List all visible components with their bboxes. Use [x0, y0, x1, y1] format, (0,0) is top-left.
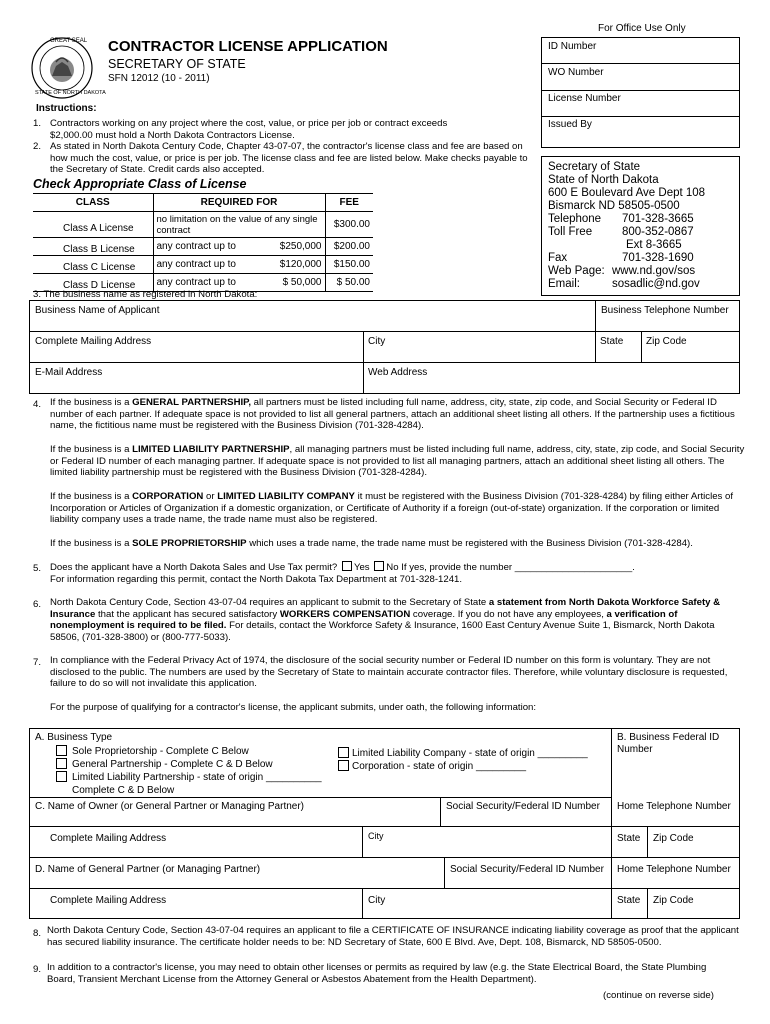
email-value[interactable]: sosadlic@nd.gov: [612, 278, 700, 290]
llc-checkbox[interactable]: [338, 747, 349, 758]
corp-a: If the business is a: [50, 491, 133, 502]
telephone-value: 701-328-3665: [622, 213, 694, 225]
owner-zip-field[interactable]: Zip Code: [653, 833, 694, 844]
telephone-label: Telephone: [548, 213, 602, 225]
section4-num: 4.: [33, 399, 42, 410]
section3-text: 3. The business name as registered in North Dakota:: [33, 289, 258, 300]
instruction-num-2: 2.: [33, 141, 42, 152]
wo-number-field[interactable]: WO Number: [548, 67, 604, 78]
seal-top-text: GREAT SEAL: [50, 38, 88, 44]
issued-by-field[interactable]: Issued By: [548, 119, 592, 130]
corp-d: LIMITED LIABILITY COMPANY: [217, 491, 355, 502]
s6-d: WORKERS COMPENSATION: [279, 608, 411, 620]
opt-llp-2: Complete C & D Below: [72, 785, 175, 796]
business-phone-field[interactable]: Business Telephone Number: [601, 305, 729, 316]
tollfree-value: 800-352-0867: [622, 226, 694, 238]
partner-ssn-field[interactable]: Social Security/Federal ID Number: [450, 864, 604, 875]
class-d-checkbox[interactable]: [35, 275, 61, 289]
class-c-amount: $120,000: [279, 259, 322, 270]
opt-corp: Corporation - state of origin _________: [352, 761, 527, 772]
federal-id-field[interactable]: B. Business Federal ID Number: [617, 732, 720, 755]
id-number-field[interactable]: ID Number: [548, 41, 597, 52]
form-number: SFN 12012 (10 - 2011): [108, 73, 210, 84]
class-d-label: Class D License: [63, 279, 136, 291]
web-address-field[interactable]: Web Address: [368, 367, 428, 378]
class-b-cell: [33, 238, 153, 256]
opt-llp: Limited Liability Partnership - state of origin __________: [72, 772, 322, 783]
tax-permit-number-field[interactable]: If yes, provide the number ______________________.: [401, 562, 635, 573]
section7-text: In compliance with the Federal Privacy Act of 1974, the disclosure of the social security number or Federal ID number on this form is voluntary. They are not disclosed to the public. The numbers are used by the Secretary of State to maintain accurate contractor files. Therefore, while voluntary disclosure is requested, failure to do so will not invalidate this application.: [50, 655, 728, 690]
section6-num: 6.: [33, 599, 42, 610]
sp-b: SOLE PROPRIETORSHIP: [132, 538, 247, 549]
class-c-checkbox[interactable]: [35, 257, 61, 271]
class-d-required: any contract up to: [156, 277, 236, 288]
email-address-field[interactable]: E-Mail Address: [35, 367, 103, 378]
mailing-address-field[interactable]: Complete Mailing Address: [35, 336, 152, 347]
class-b-label: Class B License: [63, 243, 135, 255]
opt-llc: Limited Liability Company - state of origin _________: [352, 748, 588, 759]
class-c-required: any contract up to: [156, 259, 236, 270]
s6-g: For details, contact the Workforce Safety & Insurance, 1600 East Century Avenue Suite 1, Bismarck, North Dakota 58506, (701-328-3800) or (800-777-5033).: [50, 620, 715, 643]
contact-info: [548, 161, 705, 291]
class-a-required: no limitation on the value of any single contract: [153, 212, 325, 238]
section4-corporation: [50, 491, 745, 526]
city-field[interactable]: City: [368, 336, 386, 347]
section4-llp: [50, 444, 745, 479]
business-name-field[interactable]: Business Name of Applicant: [35, 305, 160, 316]
email-label: Email:: [548, 278, 580, 290]
owner-ssn-field[interactable]: Social Security/Federal ID Number: [446, 801, 600, 812]
tax-permit-info: For information regarding this permit, contact the North Dakota Tax Department at 701-328-1241.: [50, 573, 463, 585]
corp-c: or: [203, 491, 218, 502]
class-d-amount: $ 50,000: [282, 277, 322, 288]
class-a-checkbox[interactable]: [35, 216, 61, 232]
instruction-num-1: 1.: [33, 118, 42, 129]
s6-c: that the applicant has secured satisfactory: [95, 608, 280, 620]
tollfree-ext: Ext 8-3665: [626, 239, 682, 251]
class-d-fee: $ 50.00: [325, 274, 373, 292]
llp-b: LIMITED LIABILITY PARTNERSHIP: [132, 444, 290, 455]
zip-field[interactable]: Zip Code: [646, 336, 687, 347]
section9-text: In addition to a contractor's license, you may need to obtain other licenses or permits as required by law (e.g. the State Electrical Board, the State Plumbing Board, Transient Merchant License from the Attorney General or Asbestos Abatement from the Health Department).: [47, 962, 707, 985]
llp-c: , all managing partners must be listed including full name, address, city, state, zip code, and Social Security or Federal ID number of each managing partner. If adequate space is not provided to list all managing partners, attach an additional sheet listing all others. The limited liability partnership must be registered with the Business Division (701-328-4284).: [50, 444, 745, 479]
s6-b: a statement from North Dakota Workforce Safety & Insurance: [50, 597, 721, 620]
corp-e: it must be registered with the Business Division (701-328-4284) by filing either Articles of Incorporation or Articles of Organization if a domestic organization, or Certificate of Authority if a foreign (out-of-state) organization. If the corporation or limited liability company uses a trade name, the trade name must also be registered.: [50, 491, 734, 526]
class-b-required-cell: [153, 238, 325, 256]
partner-phone-field[interactable]: Home Telephone Number: [617, 864, 731, 875]
class-a-cell: [33, 212, 153, 238]
s6-f: a verification of nonemployment is required to be filed.: [50, 608, 678, 632]
s6-a: North Dakota Century Code, Section 43-07-04 requires an applicant to submit to the Secretary of State: [50, 597, 489, 608]
section6-text: [50, 597, 722, 643]
tax-permit-yes-checkbox[interactable]: [342, 561, 352, 571]
col-required: REQUIRED FOR: [153, 194, 325, 212]
gp-c: all partners must be listed including full name, address, city, state, zip code, and Social Security or Federal ID number of each partner. If adequate space is not provided to list all general partners, attach an additional sheet listing all others. If the partnership uses a fictitious name, the fictitious name must be registered with the Business Division (701-328-4284).: [50, 397, 735, 432]
class-c-fee: $150.00: [325, 256, 373, 274]
form-title: CONTRACTOR LICENSE APPLICATION: [108, 38, 388, 55]
instructions-heading: Instructions:: [36, 103, 97, 114]
sole-proprietorship-checkbox[interactable]: [56, 745, 67, 756]
tax-permit-no-checkbox[interactable]: [374, 561, 384, 571]
partner-state-field[interactable]: State: [617, 895, 641, 906]
seal-bottom-text: STATE OF NORTH DAKOTA: [35, 90, 106, 96]
class-b-required: any contract up to: [156, 241, 236, 252]
no-label: No: [386, 562, 399, 573]
col-fee: FEE: [325, 194, 373, 212]
llp-a: If the business is a: [50, 444, 133, 455]
section4-general-partnership: [50, 397, 745, 432]
fax-label: Fax: [548, 252, 568, 264]
contact-line1: Secretary of State: [548, 161, 641, 173]
gp-a: If the business is a: [50, 397, 133, 408]
class-b-fee: $200.00: [325, 238, 373, 256]
license-number-field[interactable]: License Number: [548, 93, 621, 104]
class-heading: Check Appropriate Class of License: [33, 177, 247, 191]
class-c-label: Class C License: [63, 261, 136, 273]
license-class-table: [33, 193, 373, 292]
partner-name-field[interactable]: D. Name of General Partner (or Managing Partner): [35, 864, 261, 875]
corporation-checkbox[interactable]: [338, 760, 349, 771]
state-field[interactable]: State: [600, 336, 624, 347]
instruction-1: Contractors working on any project where the cost, value, or price per job or contract exceeds $2,000.00 must hold a North Dakota Contractors License.: [50, 118, 448, 141]
gp-b: GENERAL PARTNERSHIP,: [132, 397, 252, 408]
instruction-2: As stated in North Dakota Century Code, Chapter 43-07-07, the contractor's license class and fee are based on how much the cost, value, or price is per job. The license class and fee are listed below. Make checks payable to the Secretary of State. Credit cards also accepted.: [50, 141, 528, 176]
section4-sole-proprietorship: [50, 538, 745, 550]
partner-address-field[interactable]: Complete Mailing Address: [50, 895, 167, 906]
general-partnership-checkbox[interactable]: [56, 758, 67, 769]
corp-b: CORPORATION: [132, 491, 204, 502]
section8-num: 8.: [33, 928, 42, 939]
section7-num: 7.: [33, 657, 42, 668]
web-label: Web Page:: [548, 265, 605, 277]
section5-text: [50, 561, 745, 585]
class-a-fee: $300.00: [325, 212, 373, 238]
owner-state-field[interactable]: State: [617, 833, 641, 844]
form-subtitle: SECRETARY OF STATE: [108, 57, 246, 71]
yes-label: Yes: [353, 562, 370, 573]
s6-e: coverage. If you do not have any employees,: [410, 608, 607, 620]
business-type-title: A. Business Type: [35, 732, 113, 743]
class-c-cell: [33, 256, 153, 274]
class-c-required-cell: [153, 256, 325, 274]
contact-line3: 600 E Boulevard Ave Dept 108: [548, 187, 706, 199]
class-b-checkbox[interactable]: [35, 239, 61, 253]
owner-city-field[interactable]: City: [368, 831, 384, 841]
contact-line4: Bismarck ND 58505-0500: [548, 200, 680, 212]
tollfree-label: Toll Free: [548, 226, 593, 238]
col-class: CLASS: [33, 194, 153, 212]
opt-gp: General Partnership - Complete C & D Below: [72, 759, 273, 770]
partner-city-field[interactable]: City: [368, 895, 386, 906]
office-use-label: For Office Use Only: [598, 23, 686, 34]
section9-num: 9.: [33, 964, 42, 975]
sp-c: which uses a trade name, the trade name must be registered with the Business Division (701-328-4284).: [246, 538, 693, 549]
owner-name-field[interactable]: C. Name of Owner (or General Partner or Managing Partner): [35, 801, 304, 812]
contact-line2: State of North Dakota: [548, 174, 659, 186]
sp-a: If the business is a: [50, 538, 133, 549]
web-value[interactable]: www.nd.gov/sos: [612, 265, 696, 277]
class-b-amount: $250,000: [279, 241, 322, 252]
section8-text: North Dakota Century Code, Section 43-07-04 requires an applicant to file a CERTIFICATE OF INSURANCE indicating liability coverage as proof that the applicant has secured liability insurance. The certificate holder needs to be: ND Secretary of State, 600 E Blvd. Ave, Dept. 108, Bismarck, ND 58505-0500.: [47, 925, 739, 948]
owner-address-field[interactable]: Complete Mailing Address: [50, 833, 167, 844]
partner-zip-field[interactable]: Zip Code: [653, 895, 694, 906]
class-a-label: Class A License: [63, 222, 134, 234]
opt-sole: Sole Proprietorship - Complete C Below: [72, 746, 249, 757]
owner-phone-field[interactable]: Home Telephone Number: [617, 801, 731, 812]
fax-value: 701-328-1690: [622, 252, 694, 264]
oath-text: For the purpose of qualifying for a contractor's license, the applicant submits, under oath, the following information:: [50, 702, 537, 713]
section5-num: 5.: [33, 563, 42, 574]
continue-note: (continue on reverse side): [603, 990, 714, 1001]
tax-permit-question: Does the applicant have a North Dakota Sales and Use Tax permit?: [50, 562, 338, 573]
llp-checkbox[interactable]: [56, 771, 67, 782]
